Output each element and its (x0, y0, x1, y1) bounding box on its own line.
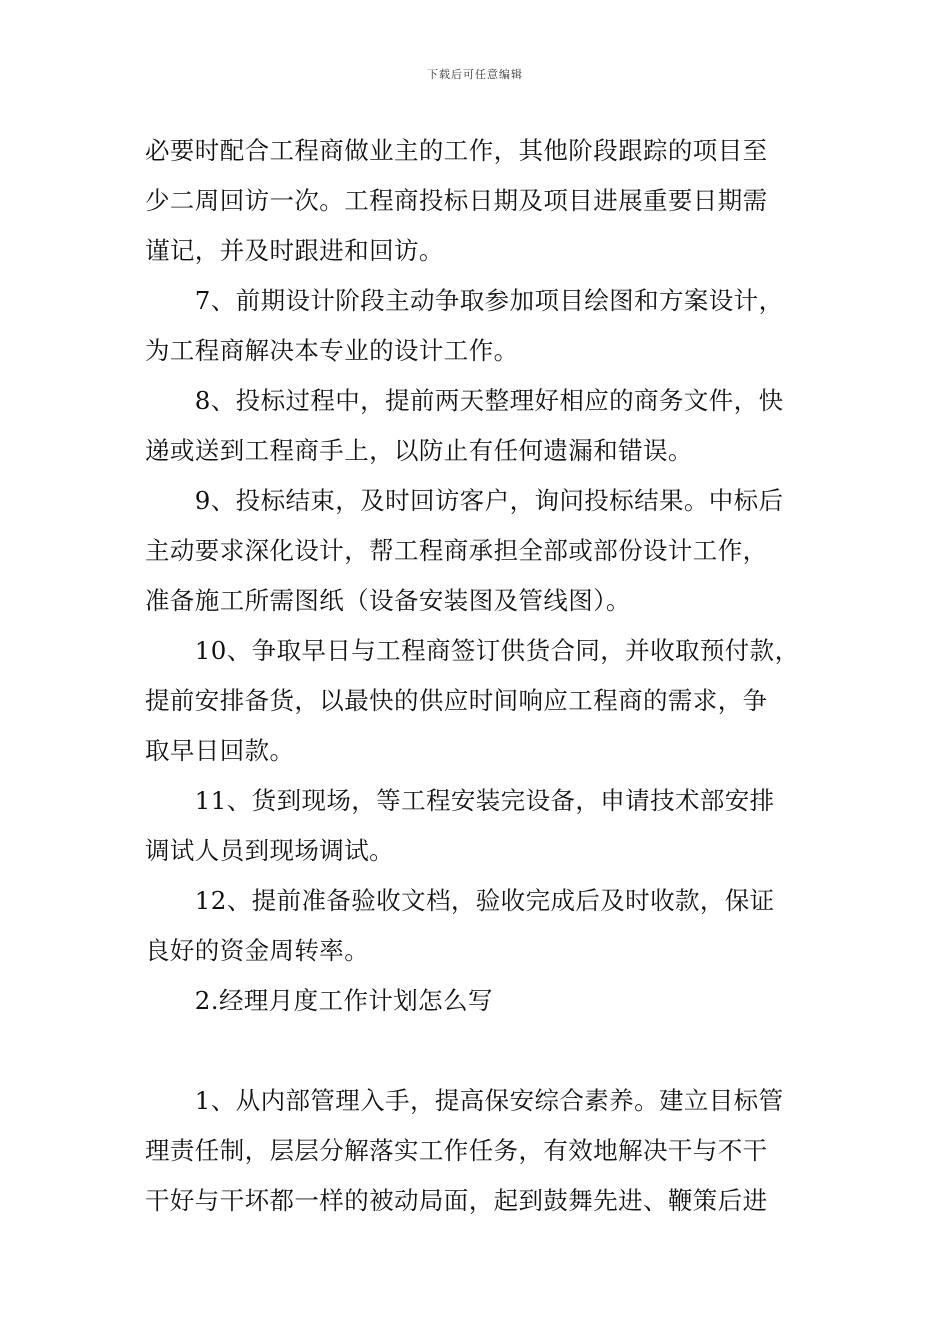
text-line: 少二周回访一次。工程商投标日期及项目进展重要日期需 (145, 186, 768, 215)
text-line: 准备施工所需图纸（设备安装图及管线图）。 (145, 586, 631, 615)
section-heading: 2.经理月度工作计划怎么写 (145, 986, 493, 1015)
text-line: 干好与干坏都一样的被动局面，起到鼓舞先进、鞭策后进 (145, 1186, 768, 1215)
text-line: 11、货到现场，等工程安装完设备，申请技术部安排 (145, 786, 775, 815)
text-line: 必要时配合工程商做业主的工作，其他阶段跟踪的项目至 (145, 136, 768, 165)
text-line: 主动要求深化设计，帮工程商承担全部或部份设计工作， (145, 536, 768, 565)
text-line: 取早日回款。 (145, 736, 295, 765)
text-line: 理责任制，层层分解落实工作任务，有效地解决干与不干 (145, 1136, 768, 1165)
text-line: 12、提前准备验收文档，验收完成后及时收款，保证 (145, 886, 775, 915)
text-line: 10、争取早日与工程商签订供货合同，并收取预付款， (145, 636, 800, 665)
text-line: 为工程商解决本专业的设计工作。 (145, 336, 519, 365)
page-header: 下载后可任意编辑 (427, 68, 523, 81)
text-line: 7、前期设计阶段主动争取参加项目绘图和方案设计， (145, 286, 784, 315)
text-line: 1、从内部管理入手，提高保安综合素养。建立目标管 (145, 1086, 784, 1115)
text-line: 递或送到工程商手上，以防止有任何遗漏和错误。 (145, 436, 693, 465)
text-line: 调试人员到现场调试。 (145, 836, 394, 865)
text-line: 8、投标过程中，提前两天整理好相应的商务文件，快 (145, 386, 784, 415)
text-line: 谨记，并及时跟进和回访。 (145, 236, 444, 265)
text-line: 9、投标结束，及时回访客户，询问投标结果。中标后 (145, 486, 784, 515)
text-line: 提前安排备货，以最快的供应时间响应工程商的需求，争 (145, 686, 768, 715)
text-line: 良好的资金周转率。 (145, 936, 370, 965)
